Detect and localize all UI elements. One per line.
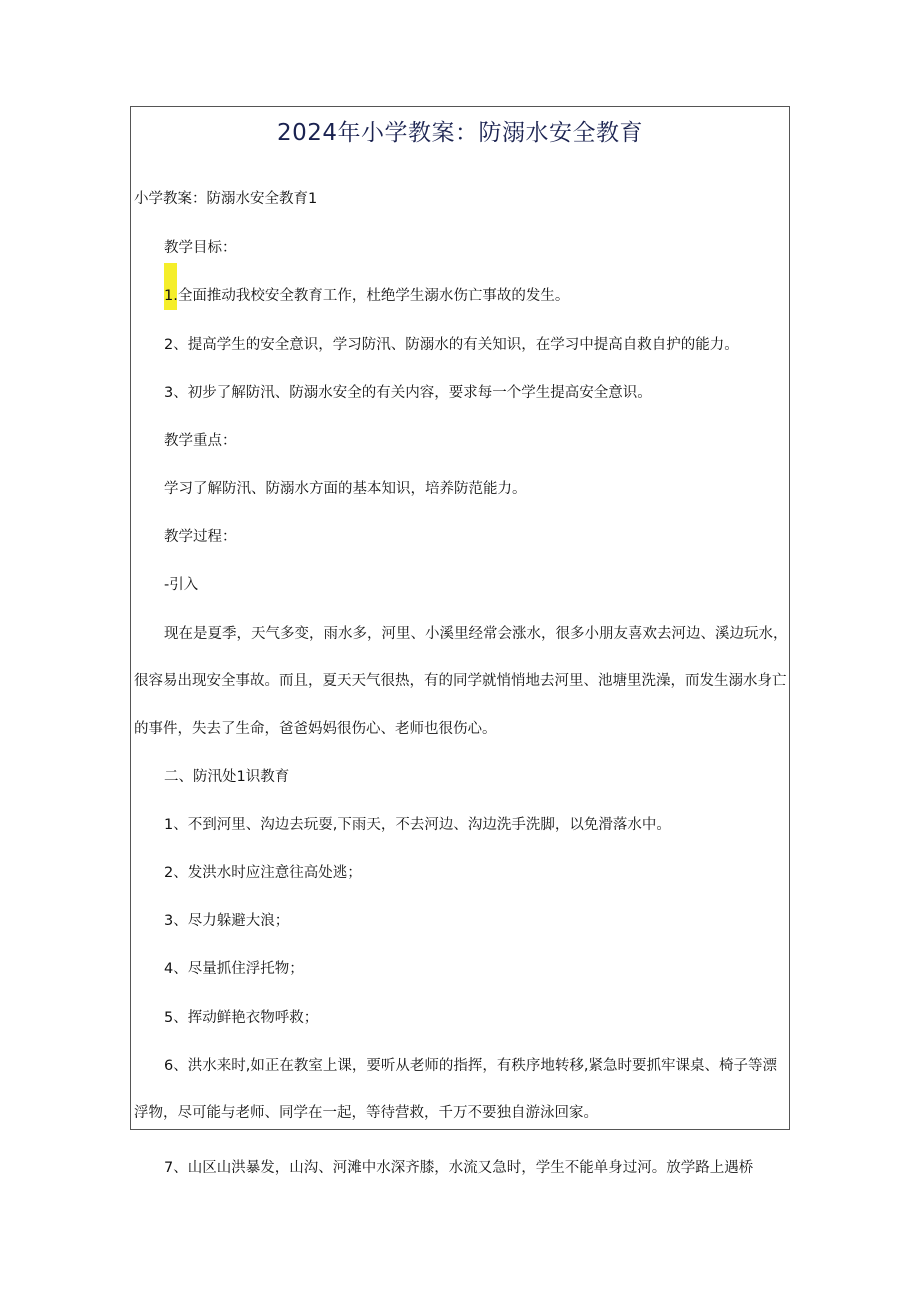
flood-item-6-cont: 浮物，尽可能与老师、同学在一起，等待营救，千万不要独自游泳回家。 [134, 1105, 598, 1121]
flood-item-7: 7、山区山洪暴发，山沟、河滩中水深齐膝，水流又急时，学生不能单身过河。放学路上遇桥 [164, 1160, 754, 1176]
objective-item-2: 2、提高学生的安全意识，学习防汛、防溺水的有关知识，在学习中提高自救自护的能力。 [164, 337, 739, 353]
section-heading-process: 教学过程： [164, 529, 237, 545]
section-heading-flood: 二、防汛处1识教育 [164, 769, 290, 785]
flood-item-2: 2、发洪水时应注意往高处逃； [164, 865, 362, 881]
lesson-subtitle: 小学教案：防溺水安全教育1 [134, 191, 318, 207]
flood-item-3: 3、尽力躲避大浪； [164, 913, 290, 929]
paragraph-line: 的事件，失去了生命，爸爸妈妈很伤心、老师也很伤心。 [134, 721, 497, 737]
flood-item-4: 4、尽量抓住浮托物； [164, 961, 304, 977]
section-heading-objectives: 教学目标： [164, 240, 237, 256]
flood-item-5: 5、挥动鲜艳衣物呼救； [164, 1010, 319, 1026]
paragraph-line: 很容易出现安全事故。而且，夏天天气很热，有的同学就悄悄地去河里、池塘里洗澡，而发生溺水身亡 [134, 673, 787, 689]
objective-item-1: 1.全面推动我校安全教育工作，杜绝学生溺水伤亡事故的发生。 [164, 288, 570, 304]
document-title: 2024年小学教案：防溺水安全教育 [276, 120, 644, 146]
section-heading-focus: 教学重点： [164, 433, 237, 449]
process-intro: -引入 [164, 577, 199, 593]
flood-item-1: 1、不到河里、沟边去玩耍,下雨天，不去河边、沟边洗手洗脚，以免滑落水中。 [164, 817, 671, 833]
objective-item-3: 3、初步了解防汛、防溺水安全的有关内容，要求每一个学生提高安全意识。 [164, 385, 652, 401]
focus-text: 学习了解防汛、防溺水方面的基本知识，培养防范能力。 [164, 481, 527, 497]
paragraph-line: 现在是夏季，天气多变，雨水多，河里、小溪里经常会涨水，很多小朋友喜欢去河边、溪边玩水， [164, 626, 788, 642]
flood-item-6: 6、洪水来时,如正在教室上课，要听从老师的指挥，有秩序地转移,紧急时要抓牢课桌、椅子等漂 [164, 1058, 777, 1074]
